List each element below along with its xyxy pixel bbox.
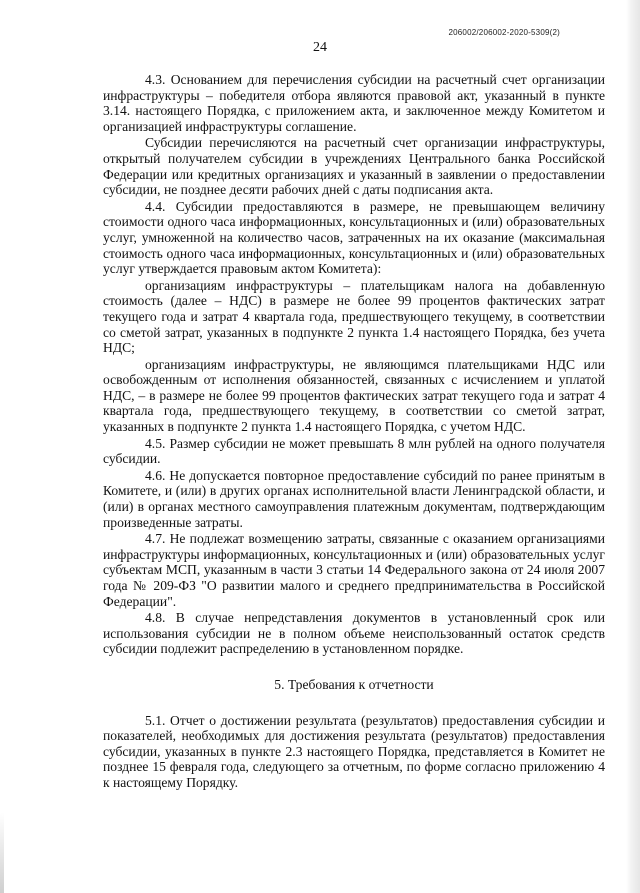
paragraph-subsidy-transfer: Субсидии перечисляются на расчетный счет организации инфраструктуры, открытый получателем субсидии в учреждениях Центрального банка Российской Федерации или кредитных организациях и указанный в заявлении о предоставлении субсидии, не позднее десяти рабочих дней с даты подписания акта. [103, 135, 605, 198]
paragraph-4-5: 4.5. Размер субсидии не может превышать 8 млн рублей на одного получателя субсидии. [103, 435, 605, 467]
paragraph-vat-payers: организациям инфраструктуры – плательщикам налога на добавленную стоимость (далее – НДС) в размере не более 99 процентов фактических затрат текущего года и затрат 4 квартала года, предшествующего текущему, в соответствии со сметой затрат, указанных в подпункте 2 пункта 1.4 настоящего Порядка, без учета НДС; [103, 277, 605, 356]
paragraph-5-1: 5.1. Отчет о достижении результата (результатов) предоставления субсидии и показателей, необходимых для достижения результата (результатов) предоставления субсидии, указанных в пункте 2.3 настоящего Порядка, представляется в Комитет не позднее 15 февраля года, следующего за отчетным, по форме согласно приложению 4 к настоящему Порядку. [103, 712, 605, 790]
paragraph-4-6: 4.6. Не допускается повторное предоставление субсидий по ранее принятым в Комитете, и (или) в других органах исполнительной власти Ленинградской области, и (или) в органах местного самоуправления платежным документам, подтверждающим произведенные затраты. [103, 467, 605, 530]
document-body [103, 72, 605, 791]
section-title: 5. Требования к отчетности [274, 676, 434, 692]
scan-edge-shadow [626, 0, 640, 893]
paragraph-4-4: 4.4. Субсидии предоставляются в размере, не превышающем величину стоимости одного часа информационных, консультационных и (или) образовательных услуг, умноженной на количество часов, затраченных на их оказание (максимальная стоимость одного часа информационных, консультационных и (или) образовательных услуг утверждается правовым актом Комитета): [103, 198, 605, 277]
paragraph-4-3: 4.3. Основанием для перечисления субсидии на расчетный счет организации инфраструктуры – победителя отбора являются правовой акт, указанный в пункте 3.14. настоящего Порядка, с приложением акта, и заключенное между Комитетом и организацией инфраструктуры соглашение. [103, 72, 605, 134]
scan-edge-mark [0, 813, 4, 893]
paragraph-non-vat-payers: организациям инфраструктуры, не являющимся плательщиками НДС или освобожденным от исполнения обязанностей, связанных с исчислением и уплатой НДС, – в размере не более 99 процентов фактических затрат текущего года и затрат 4 квартала года, предшествующего текущему, в соответствии со сметой затрат, указанных в подпункте 2 пункта 1.4 настоящего Порядка, с учетом НДС. [103, 356, 605, 435]
paragraph-4-8: 4.8. В случае непредставления документов в установленный срок или использования субсидии не в полном объеме неиспользованный остаток средств субсидии подлежит распределению в установленном порядке. [103, 610, 605, 657]
paragraph-4-7: 4.7. Не подлежат возмещению затраты, связанные с оказанием организациями инфраструктуры информационных, консультационных и (или) образовательных услуг субъектам МСП, указанным в части 3 статьи 14 Федерального закона от 24 июля 2007 года № 209-ФЗ "О развитии малого и среднего предпринимательства в Российской Федерации". [103, 531, 605, 609]
document-id: 206002/206002-2020-5309(2) [448, 28, 560, 37]
page-number: 24 [313, 40, 327, 55]
